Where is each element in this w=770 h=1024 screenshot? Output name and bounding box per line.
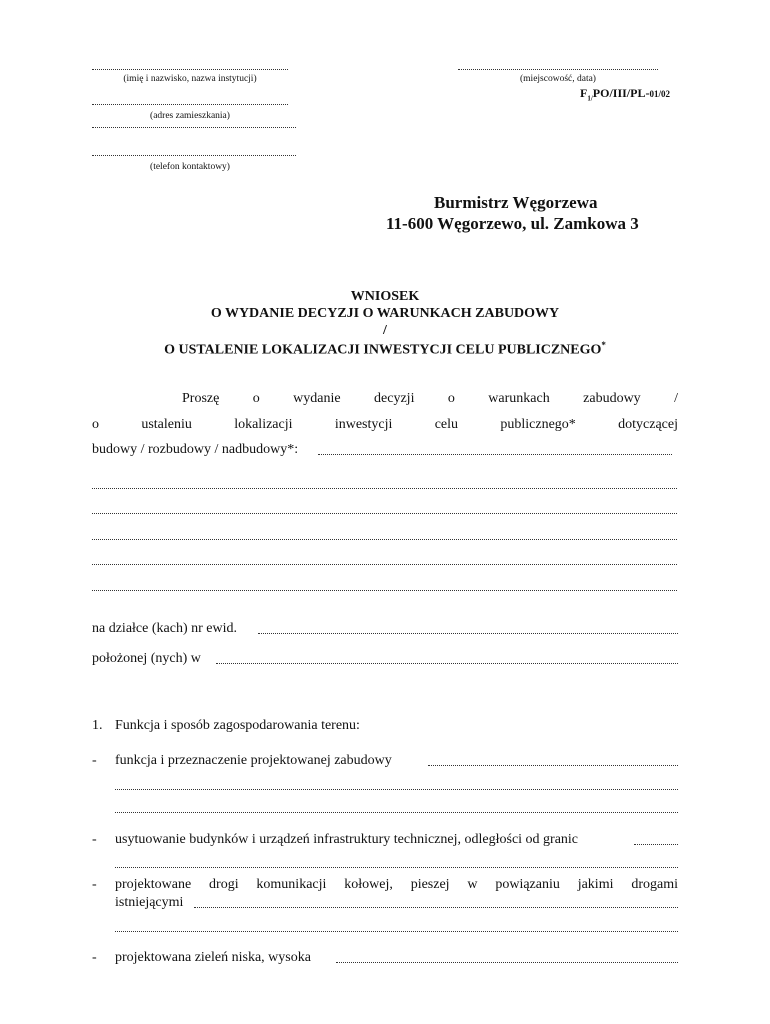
request-word: zabudowy [583,391,641,406]
parcel-number-field[interactable] [258,632,678,634]
title-line-3: / [383,323,387,338]
function-field-2[interactable] [115,788,678,790]
item-function-label: funkcja i przeznaczenie projektowanej zabudowy [115,753,392,768]
request-word: / [674,391,678,406]
location-label: położonej (nych) w [92,651,201,666]
address-caption: (adres zamieszkania) [150,111,230,121]
address-field-line-2[interactable] [92,126,296,128]
recipient-line-2: 11-600 Węgorzewo, ul. Zamkowa 3 [386,214,639,233]
description-line-5[interactable] [92,589,677,591]
description-line-2[interactable] [92,512,677,514]
request-word: o [447,391,455,406]
request-word: o [92,417,99,432]
request-line-3: budowy / rozbudowy / nadbudowy*: [92,442,299,457]
request-word: publicznego* [500,417,576,432]
parcel-label: na działce (kach) nr ewid. [92,621,237,636]
item-bullet: - [92,877,97,892]
item-bullet: - [92,950,97,965]
title-asterisk: * [601,340,606,350]
request-word: lokalizacji [234,417,293,432]
roads-word: komunikacji [256,877,327,892]
roads-word: jakimi [577,877,614,892]
greenery-field[interactable] [336,961,678,963]
request-word: inwestycji [334,417,393,432]
form-code-sub: 1/ [587,94,593,103]
item-roads-line-2: istniejącymi [115,895,184,910]
request-word: o [252,391,260,406]
recipient-line-1: Burmistrz Węgorzewa [434,193,598,212]
description-line-1[interactable] [92,487,677,489]
form-code-prefix: F [580,86,588,100]
place-date-caption: (miejscowość, data) [520,74,596,84]
item-greenery-label: projektowana zieleń niska, wysoka [115,950,311,965]
roads-word: pieszej [410,877,450,892]
placement-field-1[interactable] [634,843,678,845]
roads-word: kołowej, [344,877,393,892]
description-line-3[interactable] [92,538,677,540]
item-placement-label: usytuowanie budynków i urządzeń infrastruktury technicznej, odległości od granic [115,832,579,847]
title-line-2: O WYDANIE DECYZJI O WARUNKACH ZABUDOWY [210,306,560,321]
roads-word: projektowane [115,877,192,892]
address-field-line-1[interactable] [92,103,288,105]
title-line-1: WNIOSEK [350,289,420,304]
function-field-3[interactable] [115,811,678,813]
title-line-4 [0,340,770,359]
request-word: warunkach [488,391,550,406]
item-bullet: - [92,832,97,847]
request-word: Proszę [182,391,220,406]
request-word: wydanie [293,391,341,406]
name-field-line[interactable] [92,68,288,70]
roads-word: w [467,877,478,892]
place-date-field-line[interactable] [458,68,658,70]
form-code-suffix: 01/02 [649,89,670,99]
roads-word: drogi [209,877,239,892]
name-caption: (imię i nazwisko, nazwa instytucji) [123,74,257,84]
location-field[interactable] [216,662,678,664]
form-code-main: PO/III/PL- [592,86,650,100]
roads-word: powiązaniu [495,877,560,892]
function-field-1[interactable] [428,764,678,766]
building-type-field[interactable] [318,453,672,455]
request-word: celu [434,417,459,432]
roads-field-2[interactable] [115,930,678,932]
item-bullet: - [92,753,97,768]
section-1-heading: Funkcja i sposób zagospodarowania terenu: [115,718,360,733]
phone-field-line[interactable] [92,154,296,156]
form-code [580,86,670,102]
request-word: ustaleniu [141,417,192,432]
request-word: decyzji [374,391,415,406]
roads-field-1[interactable] [194,906,678,908]
section-1-number: 1. [92,718,103,733]
title-line-4-text: O USTALENIE LOKALIZACJI INWESTYCJI CELU PUBLICZNEGO [164,342,602,358]
description-line-4[interactable] [92,563,677,565]
placement-field-2[interactable] [115,866,678,868]
request-line-2 [92,417,678,433]
roads-word: drogami [631,877,678,892]
item-roads-line-1 [115,877,678,893]
phone-caption: (telefon kontaktowy) [150,162,230,172]
request-line-1 [182,391,678,407]
request-word: dotyczącej [618,417,678,432]
